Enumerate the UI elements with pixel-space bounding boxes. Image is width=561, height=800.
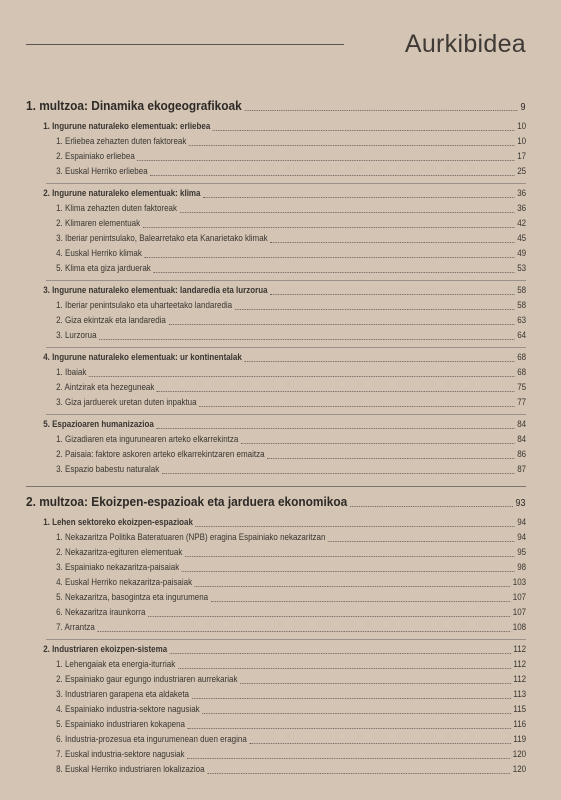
toc-entry-label: 1. Iberiar penintsulako eta uharteetako landaredia [56, 300, 233, 310]
toc-entry-label: 3. Espazio babestu naturalak [56, 464, 160, 474]
toc-entry[interactable] [26, 620, 526, 635]
toc-entry-page-number: 115 [513, 704, 527, 714]
dot-leader [244, 110, 517, 111]
section-heading[interactable] [26, 350, 526, 365]
part-heading[interactable] [26, 96, 526, 116]
toc-entry-label: 2. Nekazaritza-egituren elementuak [56, 547, 183, 557]
part-heading-label: 2. multzoa: Ekoizpen-espazioak eta jarduera ekonomikoa [26, 494, 348, 509]
dot-leader [168, 324, 514, 325]
section-heading-page-number: 10 [517, 121, 527, 131]
dot-leader [189, 145, 515, 146]
dot-leader [249, 743, 510, 744]
toc-entry-label: 6. Nekazaritza iraunkorra [56, 607, 146, 617]
toc-entry-page-number: 108 [512, 622, 527, 632]
toc-entry[interactable] [26, 702, 526, 717]
section-divider [46, 414, 526, 415]
dot-leader [182, 571, 515, 572]
toc-entry-label: 5. Klima eta giza jarduerak [56, 263, 151, 273]
toc-entry-label: 3. Espainiako nekazaritza-paisaiak [56, 562, 180, 572]
dot-leader [148, 616, 510, 617]
dot-leader [196, 526, 515, 527]
toc-entry-page-number: 98 [517, 562, 527, 572]
toc-entry-page-number: 36 [517, 203, 527, 213]
section-heading-page-number: 36 [517, 188, 527, 198]
section-heading-page-number: 58 [517, 285, 527, 295]
toc-entry[interactable] [26, 560, 526, 575]
toc-entry-page-number: 84 [517, 434, 527, 444]
dot-leader [207, 773, 510, 774]
toc-entry-page-number: 95 [517, 547, 527, 557]
section-heading[interactable] [26, 186, 526, 201]
dot-leader [99, 339, 514, 340]
toc-entry[interactable] [26, 605, 526, 620]
dot-leader [244, 361, 514, 362]
toc-entry[interactable] [26, 313, 526, 328]
toc-entry-page-number: 120 [512, 764, 527, 774]
dot-leader [267, 458, 515, 459]
toc-entry-label: 5. Nekazaritza, basogintza eta ingurumena [56, 592, 209, 602]
toc-entry-label: 4. Espainiako industria-sektore nagusiak [56, 704, 200, 714]
toc-entry-label: 3. Industriaren garapena eta aldaketa [56, 689, 190, 699]
toc-entry[interactable] [26, 231, 526, 246]
toc-entry[interactable] [26, 134, 526, 149]
dot-leader [170, 653, 511, 654]
dot-leader [143, 227, 515, 228]
toc-entry-label: 5. Espainiako industriaren kokapena [56, 719, 186, 729]
toc-entry-label: 2. Aintzirak eta hezeguneak [56, 382, 155, 392]
toc-entry-page-number: 112 [513, 674, 527, 684]
toc-entry-label: 1. Klima zehazten duten faktoreak [56, 203, 177, 213]
toc-entry-page-number: 116 [513, 719, 527, 729]
dot-leader [203, 197, 515, 198]
dot-leader [211, 601, 510, 602]
toc-entry-page-number: 10 [517, 136, 527, 146]
toc-entry[interactable] [26, 447, 526, 462]
section-heading[interactable] [26, 642, 526, 657]
toc-entry-page-number: 53 [517, 263, 527, 273]
section-heading[interactable] [26, 417, 526, 432]
dot-leader [240, 683, 511, 684]
toc-entry-page-number: 86 [517, 449, 527, 459]
toc-entry-page-number: 25 [517, 166, 527, 176]
toc-entry[interactable] [26, 575, 526, 590]
toc-entry-page-number: 42 [517, 218, 527, 228]
part-divider [26, 486, 526, 487]
toc-entry-page-number: 119 [513, 734, 527, 744]
toc-entry[interactable] [26, 672, 526, 687]
dot-leader [199, 406, 514, 407]
toc-entry-label: 1. Erliebea zehazten duten faktoreak [56, 136, 187, 146]
part-heading-page-number: 93 [515, 498, 526, 509]
toc-entry[interactable] [26, 328, 526, 343]
toc-entry-page-number: 87 [517, 464, 527, 474]
dot-leader [241, 443, 515, 444]
toc-entry-page-number: 49 [517, 248, 527, 258]
dot-leader [97, 631, 510, 632]
toc-entry-page-number: 113 [513, 689, 527, 699]
section-heading-label: 2. Ingurune naturaleko elementuak: klima [43, 188, 201, 198]
section-divider [46, 639, 526, 640]
toc-entry-label: 1. Ibaiak [56, 367, 87, 377]
toc-entry-label: 7. Euskal industria-sektore nagusiak [56, 749, 185, 759]
toc-entry[interactable] [26, 462, 526, 477]
toc-entry[interactable] [26, 261, 526, 276]
dot-leader [192, 698, 511, 699]
toc-entry-page-number: 75 [517, 382, 527, 392]
toc-entry-label: 2. Paisaia: faktore askoren arteko elkarrekintzaren emaitza [56, 449, 265, 459]
dot-leader [89, 376, 515, 377]
toc-entry[interactable] [26, 216, 526, 231]
toc-entry[interactable] [26, 545, 526, 560]
part-heading-page-number: 9 [520, 102, 526, 113]
section-heading-label: 2. Industriaren ekoizpen-sistema [43, 644, 168, 654]
toc-entry-page-number: 77 [517, 397, 527, 407]
dot-leader [150, 175, 514, 176]
toc-entry[interactable] [26, 149, 526, 164]
part-heading-label: 1. multzoa: Dinamika ekogeografikoak [26, 98, 242, 113]
toc-entry-label: 6. Industria-prozesua eta ingurumenean duen eragina [56, 734, 247, 744]
dot-leader [213, 130, 515, 131]
table-of-contents [26, 96, 526, 777]
dot-leader [187, 758, 510, 759]
toc-entry[interactable] [26, 201, 526, 216]
toc-entry-label: 4. Euskal Herriko nekazaritza-paisaiak [56, 577, 193, 587]
dot-leader [202, 713, 511, 714]
toc-entry-page-number: 64 [517, 330, 527, 340]
toc-entry[interactable] [26, 530, 526, 545]
toc-entry-page-number: 107 [512, 607, 527, 617]
dot-leader [185, 556, 515, 557]
dot-leader [178, 668, 511, 669]
page-title: Aurkibidea [404, 30, 526, 58]
toc-entry[interactable] [26, 747, 526, 762]
toc-entry[interactable] [26, 762, 526, 777]
section-heading-page-number: 84 [517, 419, 527, 429]
section-heading-label: 5. Espazioaren humanizazioa [43, 419, 154, 429]
section-heading-page-number: 68 [517, 352, 527, 362]
toc-entry[interactable] [26, 395, 526, 410]
dot-leader [235, 309, 515, 310]
section-heading-label: 4. Ingurune naturaleko elementuak: ur kontinentalak [43, 352, 242, 362]
header-rule [26, 44, 344, 45]
section-divider [46, 183, 526, 184]
dot-leader [156, 428, 514, 429]
dot-leader [350, 506, 513, 507]
dot-leader [270, 294, 514, 295]
toc-entry-label: 3. Giza jarduerek uretan duten inpaktua [56, 397, 197, 407]
toc-entry-label: 2. Espainiako gaur egungo industriaren aurrekariak [56, 674, 238, 684]
section-heading-page-number: 112 [513, 644, 527, 654]
toc-entry-page-number: 58 [517, 300, 527, 310]
toc-entry[interactable] [26, 298, 526, 313]
toc-entry[interactable] [26, 380, 526, 395]
toc-entry-label: 2. Klimaren elementuak [56, 218, 141, 228]
dot-leader [137, 160, 514, 161]
dot-leader [270, 242, 514, 243]
toc-entry-page-number: 120 [512, 749, 527, 759]
dot-leader [157, 391, 515, 392]
toc-entry-label: 4. Euskal Herriko klimak [56, 248, 142, 258]
section-heading-label: 3. Ingurune naturaleko elementuak: landaredia eta lurzorua [43, 285, 268, 295]
toc-entry-label: 2. Giza ekintzak eta landaredia [56, 315, 166, 325]
toc-entry-label: 1. Lehengaiak eta energia-iturriak [56, 659, 176, 669]
toc-entry[interactable] [26, 246, 526, 261]
dot-leader [153, 272, 514, 273]
toc-entry-label: 1. Nekazaritza Politika Bateratuaren (NPB) eragina Espainiako nekazaritzan [56, 532, 326, 542]
toc-entry[interactable] [26, 365, 526, 380]
toc-entry-label: 2. Espainiako erliebea [56, 151, 135, 161]
section-heading[interactable] [26, 119, 526, 134]
section-heading-page-number: 94 [517, 517, 527, 527]
toc-entry-label: 7. Arrantza [56, 622, 95, 632]
toc-entry-page-number: 68 [517, 367, 527, 377]
section-heading-label: 1. Lehen sektoreko ekoizpen-espazioak [43, 517, 193, 527]
toc-entry-page-number: 107 [512, 592, 527, 602]
toc-entry-label: 1. Gizadiaren eta ingurunearen arteko elkarrekintza [56, 434, 239, 444]
dot-leader [180, 212, 515, 213]
dot-leader [328, 541, 515, 542]
toc-entry[interactable] [26, 657, 526, 672]
toc-entry[interactable] [26, 164, 526, 179]
toc-entry-label: 3. Euskal Herriko erliebea [56, 166, 148, 176]
dot-leader [195, 586, 510, 587]
toc-entry-page-number: 94 [517, 532, 527, 542]
section-heading-label: 1. Ingurune naturaleko elementuak: erliebea [43, 121, 211, 131]
toc-entry[interactable] [26, 732, 526, 747]
section-divider [46, 347, 526, 348]
toc-entry-page-number: 112 [513, 659, 527, 669]
toc-entry[interactable] [26, 717, 526, 732]
toc-entry-label: 3. Lurzorua [56, 330, 97, 340]
toc-entry[interactable] [26, 590, 526, 605]
toc-entry[interactable] [26, 432, 526, 447]
section-heading[interactable] [26, 515, 526, 530]
toc-entry-label: 3. Iberiar penintsulako, Balearretako eta Kanarietako klimak [56, 233, 268, 243]
toc-entry-page-number: 45 [517, 233, 527, 243]
page-header [26, 30, 526, 60]
toc-entry-page-number: 17 [517, 151, 527, 161]
dot-leader [162, 473, 515, 474]
toc-entry[interactable] [26, 687, 526, 702]
section-divider [46, 280, 526, 281]
toc-entry-label: 8. Euskal Herriko industriaren lokalizazioa [56, 764, 205, 774]
dot-leader [188, 728, 511, 729]
part-heading[interactable] [26, 492, 526, 512]
section-heading[interactable] [26, 283, 526, 298]
dot-leader [144, 257, 514, 258]
toc-entry-page-number: 103 [512, 577, 527, 587]
toc-entry-page-number: 63 [517, 315, 527, 325]
